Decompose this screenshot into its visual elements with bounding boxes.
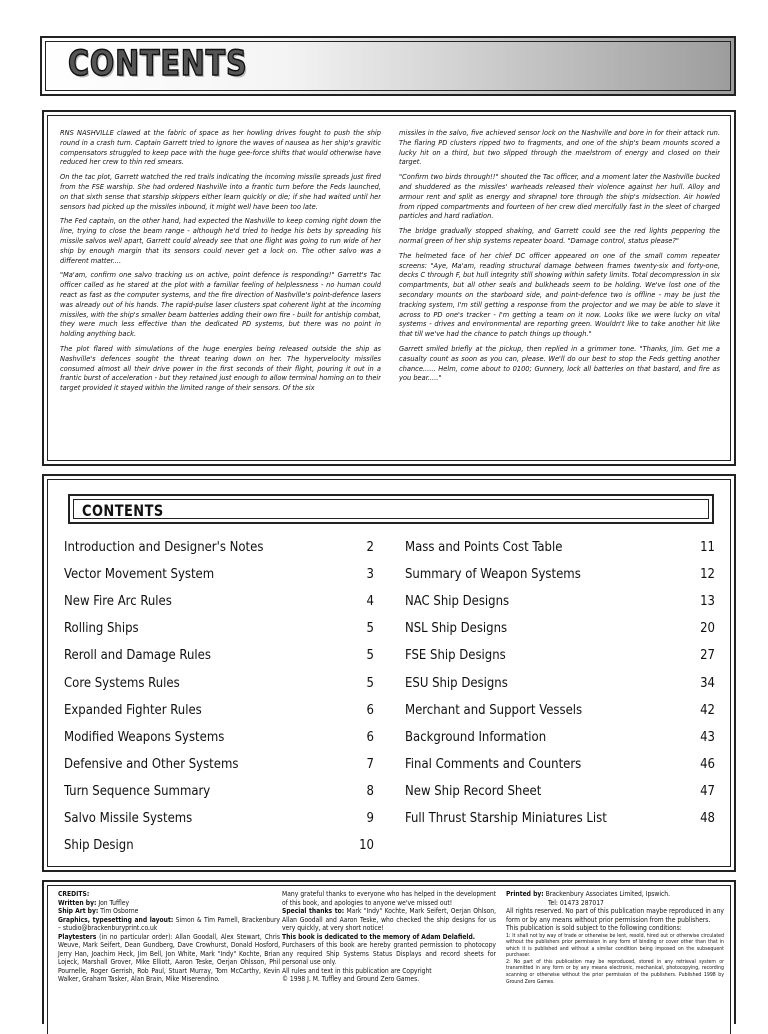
art-label: Ship Art by: [58,907,99,915]
story-paragraph: Garrett smiled briefly at the pickup, then replied in a grimmer tone. "Thanks, Jim. Get me a casualty count as soon as you can, please. We'll do our best to stop the Feds getting another chance...... Helm, come about to 0100; Gunnery, lock all batteries on that bastard, and fire as you bear....." [399,343,720,383]
rights-reserved: All rights reserved. No part of this publication maybe reproduced in any form or by any means without prior permission from the publishers. [506,907,724,924]
contents-entry-title: Turn Sequence Summary [64,783,211,799]
copyright-line-1: All rules and text in this publication are Copyright [282,966,432,975]
credits-column-middle [282,890,496,984]
contents-entry[interactable] [64,642,374,669]
contents-entry-page: 9 [366,810,374,826]
contents-entry-page: 6 [366,702,374,718]
contents-entry-title: Background Information [405,729,547,745]
story-paragraph: The bridge gradually stopped shaking, and Garrett could see the red lights peppering the normal green of her ship systems repeater board. "Damage control, status please?" [399,226,720,245]
page-title: CONTENTS [68,44,248,84]
contents-entry-page: 5 [366,675,374,691]
story-paragraph: "Confirm two birds through!!" shouted the Tac officer, and a moment later the Nashville bucked and shuddered as the missiles' warheads released their violence against her hull. Alloy and armour rent and split as energy and shrapnel tore through the ship's midsection. Air howled from ripped compartments and fourteen of her crew died mercifully fast in the sleet of charged particles and hard radiation. [399,172,720,221]
contents-entry[interactable] [405,778,715,805]
printer: Brackenbury Associates Limited, Ipswich. [545,890,671,898]
story-paragraph: RNS NASHVILLE clawed at the fabric of space as her howling drives fought to push the ship round in a crash turn. Captain Garrett tried to ignore the waves of nausea as her ship's gravitic compensators struggled to keep pace with the huge gee-force shifts that would otherwise have reduced her crew to thin red smears. [60,128,381,167]
contents-entry-title: Rolling Ships [64,621,139,637]
contents-entry-page: 34 [700,675,715,691]
story-paragraph: The plot flared with simulations of the huge energies being released outside the ship as Nashville's defences sought the threat tearing down on her. The hypervelocity missiles consumed almost all their drive power in the first seconds of their flight, pouring it out in a frantic burst of acceleration - but they retained just enough to allow terminal homing on to their target provided it stayed within the limited range of their sensors. Of the six [60,343,381,393]
contents-entry[interactable] [64,669,374,696]
contents-entry-page: 11 [700,540,715,556]
contents-entry[interactable] [405,588,715,615]
contents-entry-page: 42 [700,702,715,718]
contents-banner [68,494,714,524]
contents-entry-title: Core Systems Rules [64,675,180,691]
contents-entry-title: Reroll and Damage Rules [64,648,211,664]
contents-entry-title: Full Thrust Starship Miniatures List [405,810,607,826]
thanks-text: Many grateful thanks to everyone who has helped in the development of this book, and apologies to anyone we've missed out! [282,890,496,907]
contents-entry-title: Defensive and Other Systems [64,756,239,772]
contents-entry[interactable] [64,697,374,724]
contents-entry-page: 6 [366,729,374,745]
contents-entry-title: NAC Ship Designs [405,594,510,610]
contents-entry[interactable] [405,669,715,696]
printer-telephone: Tel: 01473 287017 [548,898,604,907]
contents-entry[interactable] [405,751,715,778]
story-column-left [60,128,381,456]
contents-entry[interactable] [405,534,715,561]
special-thanks: Mark "Indy" Kochte, Mark Seifert, Oerjan Ohlson, Allan Goodall and Aaron Teske, who checked the ship designs for us very quickly, at very short notice! [282,907,496,932]
copyright-line-2: © 1998 J. M. Tuffley and Ground Zero Games. [282,975,420,983]
contents-list-right [405,534,715,832]
special-thanks-label: Special thanks to: [282,907,345,915]
contents-entry-title: Merchant and Support Vessels [405,702,583,718]
contents-entry[interactable] [64,588,374,615]
graphics-by: Simon & Tim Parnell, Brackenbury – studio@brackenburyprint.co.uk [58,915,280,932]
contents-entry[interactable] [405,642,715,669]
contents-entry-title: Introduction and Designer's Notes [64,540,264,556]
story-paragraph: The helmeted face of her chief DC officer appeared on one of the small comm repeater screens: "Aye, Ma'am, reading structural damage between frames twenty-six and forty-one, decks C through F, but hull integrity still showing within safety limits. Total decompression in six compartments, but all other seals and bulkheads seem to be holding. We've lost one of the secondary mounts on the starboard side, and point-defence two is offline - may be just the tracking system, I'm still getting a response from the projector and we may be able to slave it across to PD one's tracker - I'm getting a team on it now. Looks like we were lucky on vital systems - drives and environmental are reporting green. Wouldn't like to take another hit like that till we've had the chance to patch things up though." [399,250,720,339]
dedication: This book is dedicated to the memory of Adam Delafield. [282,932,476,941]
playtesters: (in no particular order): Allan Goodall, Alex Stewart, Chris Weuve, Mark Seifert, Dean Gundberg, Dave Crowhurst, Donald Hosford, Jerry Han, Joachim Heck, Jim Bell, Jon White, Mark "Indy" Kochte, Brian Lojeck, Marshall Grover, Mike Elliott, Aaron Teske, Oerjan Ohlsson, Phil Pournelle, Roger Gerrish, Rob Paul, Stuart Murray, Tom McCarthy, Kevin Walker, Graham Tasker, Alan Brain, Mike Miserendino. [58,932,280,983]
graphics-label: Graphics, typesetting and layout: [58,915,174,924]
conditions-heading: This publication is sold subject to the following conditions: [506,924,682,932]
contents-list-left [64,534,374,859]
contents-entry[interactable] [64,534,374,561]
contents-entry-title: Modified Weapons Systems [64,729,225,745]
story-paragraph: "Ma'am, confirm one salvo tracking us on active, point defence is responding!" Garrett's Tac officer called as he stared at the plot with a familiar feeling of helplessness - no human could react as fast as the computer systems, and the fire direction of Nashville's point-defence lasers was already out of his hands. The rapid-pulse laser clusters spat coherent light at the incoming missiles, with the ship's smaller beam batteries adding their own fire - built for antiship combat, they were much less effective than the dedicated PD systems, but there was no point in holding anything back. [60,270,381,339]
contents-entry[interactable] [405,615,715,642]
contents-entry[interactable] [405,561,715,588]
contents-entry-page: 8 [366,783,374,799]
contents-entry-title: New Fire Arc Rules [64,594,172,610]
contents-entry-page: 47 [700,783,715,799]
contents-entry-page: 4 [366,594,374,610]
story-paragraph: The Fed captain, on the other hand, had expected the Nashville to keep coming right down the line, trying to close the beam range - although he'd tried to hedge his bets by spreading his missile salvos well apart, Garrett could already see that one flight was going to run wide of her ship by enough margin that its sensors could never get a lock on. The other salvo was a different matter.... [60,216,381,265]
contents-entry-title: Mass and Points Cost Table [405,540,563,556]
story-columns [60,128,720,456]
contents-entry-title: Expanded Fighter Rules [64,702,202,718]
contents-entry-page: 20 [700,621,715,637]
contents-entry[interactable] [64,805,374,832]
contents-entry[interactable] [405,805,715,832]
contents-entry-title: NSL Ship Designs [405,621,508,637]
contents-entry[interactable] [64,615,374,642]
story-paragraph: On the tac plot, Garrett watched the red trails indicating the incoming missile spreads just fired from the FSE warship. She had ordered Nashville into a frantic turn before the Feds launched, on that sixth sense that starship skippers either learn quickly or die; if she had waited until her sensors had picked up the missiles inbound, it might well have been too late. [60,172,381,211]
contents-entry[interactable] [64,832,374,859]
condition-2: 2: No part of this publication may be reproduced, stored in any retrieval system or transmitted in any form or by any means electronic, mechanical, photocopying, recording scanning or otherwise without the prior permission of the publishers. Published 1998 by Ground Zero Games. [506,958,724,985]
playtesters-label: Playtesters [58,932,97,941]
contents-entry-page: 2 [366,540,374,556]
condition-1: 1: It shall not by way of trade or otherwise be lent, resold, hired out or otherwise circulated without the publishers prior permission in any form of binding or cover other than that in which it is published and without a similar condition being imposed on the subsequent purchaser. [506,932,724,959]
contents-entry[interactable] [64,751,374,778]
contents-entry-title: ESU Ship Designs [405,675,508,691]
contents-entry-page: 5 [366,648,374,664]
story-column-right [399,128,720,456]
contents-entry-page: 43 [700,729,715,745]
credits-column-left [58,890,280,984]
contents-entry-title: FSE Ship Designs [405,648,506,664]
credits-panel [42,880,736,1024]
contents-entry-title: Vector Movement System [64,567,215,583]
contents-entry-title: Summary of Weapon Systems [405,567,581,583]
story-paragraph: missiles in the salvo, five achieved sensor lock on the Nashville and bore in for their attack run. The flaring PD clusters ripped two to fragments, and one of the ship's beam mounts scored a lucky hit on a third, but two slipped through the maelstrom of energy and closed on their target. [399,128,720,167]
contents-entry-title: Final Comments and Counters [405,756,582,772]
story-panel [42,110,736,466]
credits-heading: CREDITS: [58,890,90,898]
contents-panel [42,474,736,872]
ship-art-by: Tim Osborne [100,907,139,915]
contents-entry[interactable] [405,697,715,724]
photocopy-permission: Purchasers of this book are hereby granted permission to photocopy any required Ship Systems Status Displays and record sheets for personal use only. [282,941,496,966]
credits-column-right [506,890,724,985]
page-header [40,36,736,96]
written-by: Jon Tuffley [98,898,130,907]
printed-label: Printed by: [506,890,544,898]
contents-heading: CONTENTS [82,501,164,520]
contents-entry-page: 10 [359,838,374,854]
contents-entry-page: 13 [700,594,715,610]
contents-entry-title: Salvo Missile Systems [64,810,193,826]
contents-entry[interactable] [64,561,374,588]
contents-entry[interactable] [64,778,374,805]
contents-entry-page: 48 [700,810,715,826]
contents-entry-title: New Ship Record Sheet [405,783,542,799]
contents-entry[interactable] [64,724,374,751]
contents-entry-page: 3 [366,567,374,583]
contents-entry-title: Ship Design [64,838,134,854]
contents-entry-page: 5 [366,621,374,637]
contents-entry-page: 27 [700,648,715,664]
contents-entry-page: 7 [366,756,374,772]
contents-entry[interactable] [405,724,715,751]
contents-entry-page: 12 [700,567,715,583]
written-label: Written by: [58,898,97,907]
contents-entry-page: 46 [700,756,715,772]
